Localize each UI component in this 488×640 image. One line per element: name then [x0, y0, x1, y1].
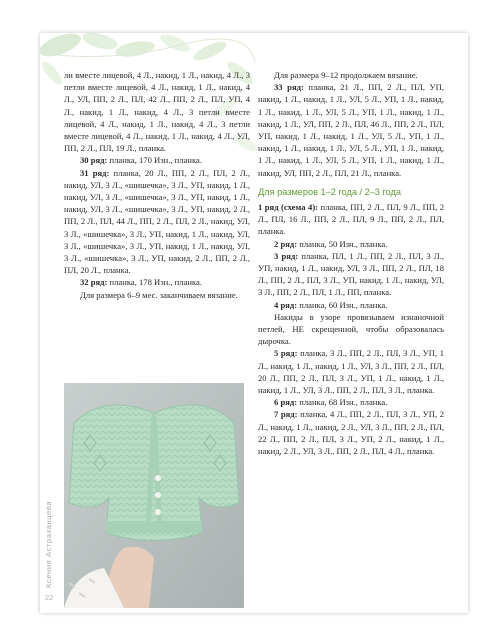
row-text: планка, ПП, 2 Л., ПЛ, 9 Л., ПП, 2 Л., ПЛ, 16 Л., ПП, 2 Л., ПЛ, 9 Л., ПП, 2 Л., ПЛ, планка.: [258, 202, 444, 237]
section-subheading: Для размеров 1–2 года / 2–3 года: [258, 186, 401, 197]
row-32: [64, 276, 250, 288]
row-label: 6 ряд:: [274, 397, 298, 408]
row-1: [258, 201, 444, 238]
row-label: 5 ряд:: [274, 348, 298, 359]
row-text: планка, 60 Изн., планка.: [297, 299, 388, 310]
row-text: планка, 68 Изн., планка.: [297, 397, 388, 408]
row-text: планка, 3 Л., ПП, 2 Л., ПЛ, 3 Л., УП, 1 Л., накид, 1 Л., накид, 1 Л., УЛ, 3 Л., ПП, 2 Л., ПЛ, 20 Л., ПП, 2 Л., ПЛ, 3 Л., УП, 1 Л., накид, 1 Л., накид, 1 Л., УЛ, 3 Л., ПП, 2 Л., ПЛ, 3 Л., планка.: [258, 348, 444, 396]
row-label: 3 ряд:: [274, 250, 299, 261]
right-column: [258, 69, 444, 457]
row-label: 4 ряд:: [274, 299, 298, 310]
row-label: 31 ряд:: [80, 167, 110, 178]
row-text: планка, 4 Л., ПП, 2 Л., ПЛ, 3 Л., УП, 2 Л., накид, 1 Л., накид, 2 Л., УЛ, 3 Л., ПП, 2 Л., ПЛ, 22 Л., ПП, 2 Л., ПЛ, 3 Л., УП, 2 Л., накид, 1 Л., накид, 2 Л., УЛ, 3 Л., ПП, 2 Л., ПЛ, 4 Л., планка.: [258, 409, 444, 457]
row-label: 7 ряд:: [274, 409, 298, 420]
row-label: 1 ряд (схема 4):: [258, 202, 319, 213]
row-30: [64, 154, 250, 166]
row-text: планка, 170 Изн., планка.: [107, 155, 202, 166]
row-text: планка, 178 Изн., планка.: [107, 277, 202, 288]
row-text: планка, 21 Л., ПП, 2 Л., ПЛ, УП, накид, 1 Л., накид, 1 Л., УЛ, 5 Л., УП, 1 Л., накид, 1 Л., накид, 1 Л., УЛ, 5 Л., УП, 1 Л., накид, 1 Л., накид, 1 Л., УЛ, ПП, 2 Л., ПЛ, 46 Л., ПП, 2 Л., ПЛ, УП, накид, 1 Л., накид, 1 Л., УЛ, 5 Л., УП, 1 Л., накид, 1 Л., накид, 1 Л., УЛ, 5 Л., УП, 1 Л., накид, 1 Л., накид, 1 Л., УЛ, 5 Л., УП, 1 Л., накид, 1 Л., накид, УЛ, ПП, 2 Л., ПЛ, 21 Л., планка.: [258, 82, 444, 178]
row-text: планка, 20 Л., ПП, 2 Л., ПЛ, 2 Л., накид, УЛ, 3 Л., «шишечка», 3 Л., УП, накид, 1 Л., накид, УЛ, 3 Л., «шишечка», 3 Л., УП, накид, 1 Л., накид, УЛ, 3 Л., «шишечка», 3 Л., УП, накид, 2 Л., ПП, 2 Л., ПЛ, 44 Л., ПП, 2 Л., ПЛ, 2 Л., накид, УЛ, 3 Л., «шишечка», 3 Л., УП, накид, 1 Л., накид, УЛ, 3 Л., «шишечка», 3 Л., УП, накид, 1 Л., накид, УЛ, 3 Л., «шишечка», 3 Л., УП, накид, 2 Л., ПП, 2 Л., ПЛ, 20 Л., планка.: [64, 167, 251, 276]
row-text: планка, ПЛ, 1 Л., ПП, 2 Л., ПЛ, 3 Л., УП, накид, 1 Л., накид, УЛ, 3 Л., ПП, 2 Л., ПЛ, 18 Л., ПП, 2 Л., ПЛ, 3 Л., УП, накид, 1 Л., накид, УЛ, 3 Л., ПП, 2 Л., ПЛ, 1 Л., ПП, планка.: [258, 250, 444, 298]
row-label: 30 ряд:: [80, 155, 108, 166]
row-text: планка, 50 Изн., планка.: [297, 238, 388, 249]
row-label: 2 ряд:: [274, 238, 298, 249]
row-label: 32 ряд:: [80, 277, 108, 288]
row-label: 33 ряд:: [274, 82, 304, 93]
sweater-photo: [64, 383, 244, 608]
row-31: [64, 167, 250, 277]
row-4: [258, 299, 444, 311]
paragraph-note: Накиды в узоре провязываем изнаночной петлей, НЕ скрещенной, чтобы образовалась дырочка.: [258, 311, 444, 347]
paragraph-end: Для размера 6–9 мес. заканчиваем вязание.: [80, 289, 238, 300]
sweater-illustration: [64, 383, 244, 608]
left-column: [64, 69, 250, 301]
page-number: 22: [45, 593, 54, 602]
row-3: [258, 250, 444, 299]
row-6: [258, 396, 444, 408]
author-name: Ксения Астраханцева: [44, 500, 53, 588]
paragraph-intro: Для размера 9–12 продолжаем вязание.: [274, 70, 418, 80]
row-33: [258, 81, 444, 179]
book-page: [40, 33, 468, 613]
row-2: [258, 238, 444, 250]
row-7: [258, 408, 444, 457]
paragraph: ли вместе лицевой, 4 Л., накид, 1 Л., накид, 4 Л., 3 петли вместе лицевой, 4 Л., накид, 1 Л., накид, 4 Л., УЛ, ПП, 2 Л., ПЛ, 42 Л., ПП, 2 Л., ПЛ, УП, 4 Л., накид, 1 Л., накид, 4 Л., 3 петли вместе лицевой, 4 Л., накид, 1 Л., накид, 4 Л., 3 петли вместе лицевой, 4 Л., накид, 1 Л., накид, 4 Л., УЛ, ПП, 2 Л., ПЛ, 19 Л., планка.: [64, 70, 250, 154]
row-5: [258, 347, 444, 396]
